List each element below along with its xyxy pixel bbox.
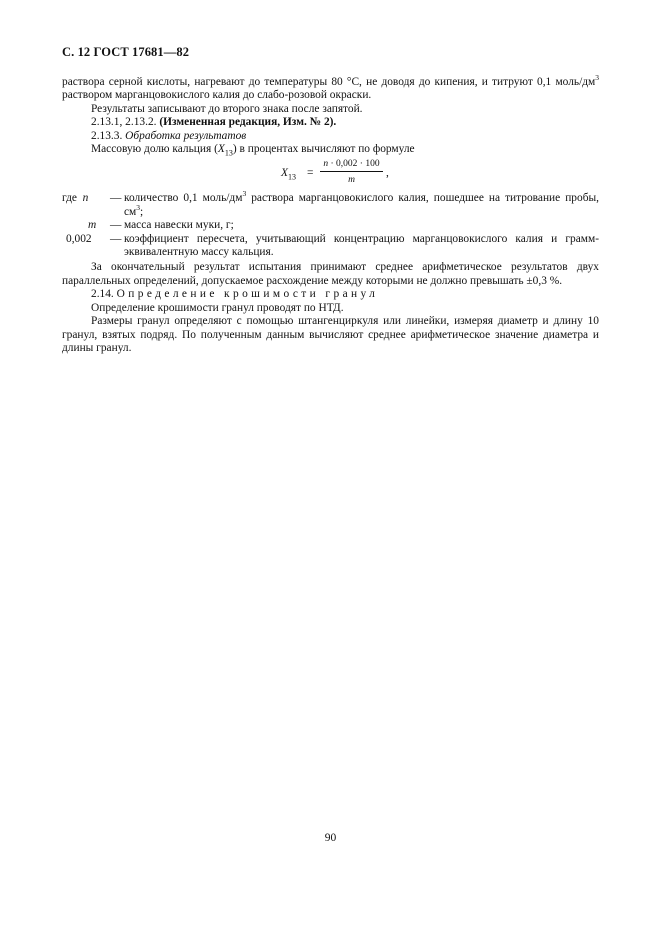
formula-numerator bbox=[320, 158, 383, 172]
definition-symbol bbox=[62, 192, 110, 205]
page-header: С. 12 ГОСТ 17681—82 bbox=[62, 45, 190, 59]
section-title: Определение крошимости гранул bbox=[116, 288, 379, 301]
definition-symbol bbox=[62, 219, 110, 232]
subscript: 13 bbox=[287, 172, 296, 182]
section-heading-crumbliness bbox=[62, 288, 599, 301]
text-run: · 0,002 · 100 bbox=[328, 159, 380, 170]
variable: m bbox=[348, 175, 355, 186]
definition-symbol: 0,002 bbox=[66, 232, 92, 245]
formula-equals: = bbox=[307, 167, 314, 180]
definition-text: коэффициент пересчета, учитывающий концентрацию марганцовокислого калия и грамм-эквивалентную массу кальция. bbox=[124, 232, 599, 259]
variable: m bbox=[88, 219, 97, 232]
formula-denominator bbox=[320, 172, 383, 186]
document-body bbox=[62, 73, 599, 355]
variable: n bbox=[323, 159, 329, 170]
paragraph-results-recording: Результаты записывают до второго знака после запятой. bbox=[91, 102, 363, 115]
superscript: 3 bbox=[242, 189, 247, 199]
definition-coefficient bbox=[62, 233, 599, 260]
formula-comma: , bbox=[386, 167, 389, 180]
variable: X bbox=[281, 167, 288, 180]
subscript: 13 bbox=[224, 148, 233, 158]
clause-number: 2.13.3. bbox=[91, 129, 126, 142]
superscript: 3 bbox=[136, 203, 141, 213]
clause-number: 2.14. bbox=[91, 288, 117, 301]
paragraph-final-result: За окончательный результат испытания принимают среднее арифметическое результатов двух параллельных определений, допускаемое расхождение между которыми не должно превышать ±0,3 %. bbox=[62, 261, 599, 287]
formula-fraction bbox=[320, 158, 383, 186]
variable: n bbox=[82, 192, 89, 205]
page-number: 90 bbox=[324, 832, 337, 844]
text-run: количество 0,1 моль/дм bbox=[124, 192, 243, 205]
paragraph-results-heading bbox=[62, 130, 599, 143]
superscript: 3 bbox=[595, 73, 599, 83]
paragraph-formula-intro bbox=[62, 143, 599, 156]
paragraph-granule-size: Размеры гранул определяют с помощью штангенциркуля или линейки, измеряя диаметр и длину 10 гранул, взятых подряд. По полученным данным вычисляют среднее арифметическое значение диаметра и длины гранул. bbox=[62, 315, 599, 354]
text-run: где bbox=[62, 192, 80, 205]
variable: X bbox=[217, 143, 225, 156]
text-run: ) в процентах вычисляют по формуле bbox=[232, 143, 415, 156]
definition-text bbox=[124, 189, 599, 219]
definition-n bbox=[62, 189, 599, 219]
text-run: ; bbox=[140, 205, 144, 218]
amendment-note: (Измененная редакция, Изм. № 2). bbox=[159, 116, 337, 129]
definition-text: масса навески муки, г; bbox=[124, 219, 234, 232]
definition-m bbox=[62, 219, 599, 232]
text-run: раствора марганцовокислого калия, пошедшее на титрование пробы, см bbox=[124, 192, 599, 218]
definition-dash: — bbox=[110, 232, 122, 245]
paragraph-crumbliness: Определение крошимости гранул проводят по НТД. bbox=[91, 301, 344, 314]
formula-lhs bbox=[281, 167, 296, 180]
formula bbox=[62, 158, 599, 190]
section-subtitle: Обработка результатов bbox=[125, 129, 247, 142]
definition-dash: — bbox=[110, 192, 122, 205]
definition-dash: — bbox=[110, 219, 122, 232]
text-run: раствора серной кислоты, нагревают до температуры 80 °С, не доводя до кипения, и титруют 0,1 моль/дм bbox=[62, 76, 596, 88]
paragraph-amendment bbox=[62, 116, 599, 129]
text-run: Массовую долю кальция ( bbox=[91, 143, 218, 156]
text-run: раствором марганцовокислого калия до слабо-розовой окраски. bbox=[62, 89, 372, 102]
clause-number: 2.13.1, 2.13.2. bbox=[91, 116, 160, 129]
paragraph-titration bbox=[62, 73, 599, 103]
